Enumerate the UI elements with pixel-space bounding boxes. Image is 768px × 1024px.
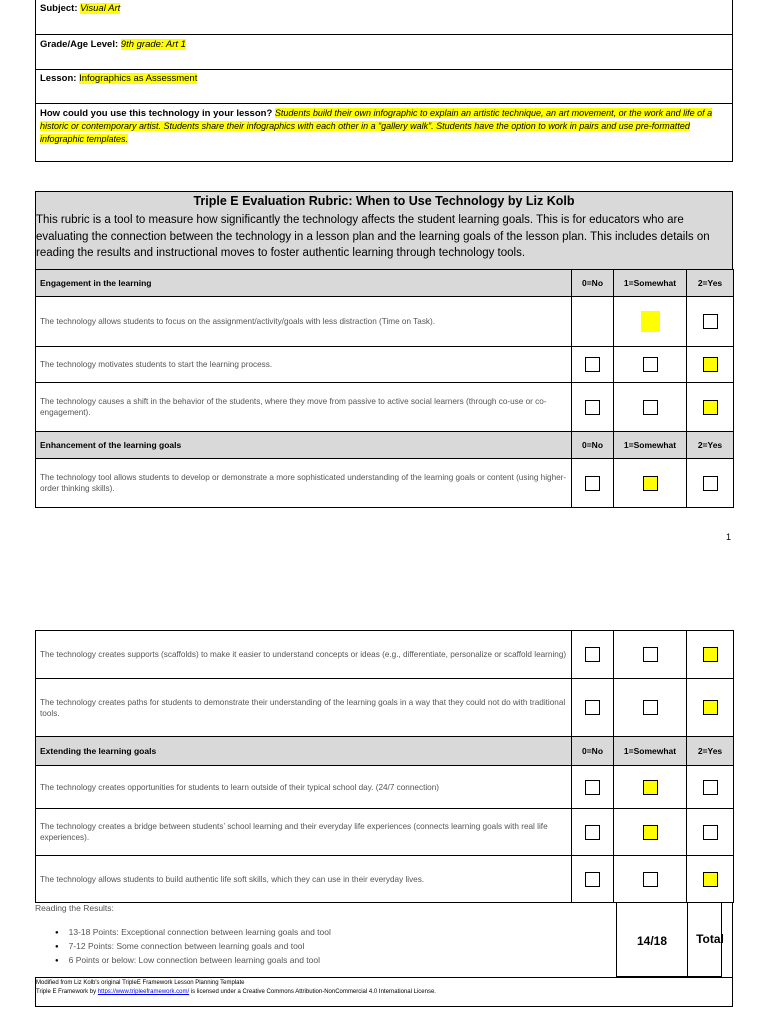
checkbox[interactable] xyxy=(585,476,600,491)
table-row xyxy=(36,383,734,432)
checkbox-selected[interactable] xyxy=(643,780,658,795)
how-row xyxy=(36,104,732,162)
extending-heading: Extending the learning goals xyxy=(36,737,572,766)
rubric-table-page1 xyxy=(35,269,734,508)
checkbox[interactable] xyxy=(585,700,600,715)
checkbox[interactable] xyxy=(703,476,718,491)
checkbox-selected[interactable] xyxy=(703,400,718,415)
checkbox[interactable] xyxy=(585,400,600,415)
col-no-label: 0=No xyxy=(572,432,614,459)
page-number: 1 xyxy=(726,532,732,542)
rubric-title-box xyxy=(35,191,733,269)
checkbox[interactable] xyxy=(643,700,658,715)
table-row xyxy=(36,459,734,508)
lesson-info-table xyxy=(35,0,733,162)
checkbox[interactable] xyxy=(585,825,600,840)
checkbox[interactable] xyxy=(585,647,600,662)
results-label: Reading the Results: xyxy=(35,903,114,913)
checkbox[interactable] xyxy=(703,314,718,329)
rubric-table-page2 xyxy=(35,630,734,903)
lesson-value: Infographics as Assessment xyxy=(79,73,198,84)
list-item: ● 7-12 Points: Some connection between learning goals and tool xyxy=(55,940,331,954)
yes-cell xyxy=(687,297,734,347)
checkbox-selected[interactable] xyxy=(703,647,718,662)
table-row xyxy=(36,631,734,679)
criterion-text: The technology creates a bridge between students’ school learning and their everyday life experiences (connects learning goals with real life experiences). xyxy=(36,809,572,856)
grade-row: Grade/Age Level: 9th grade: Art 1 xyxy=(36,35,732,70)
footer-line1: Modified from Liz Kolb's original TripleE Framework Lesson Planning Template xyxy=(36,980,245,986)
checkbox[interactable] xyxy=(643,400,658,415)
list-item: ● 6 Points or below: Low connection between learning goals and tool xyxy=(55,954,331,968)
table-row xyxy=(36,809,734,856)
somewhat-cell xyxy=(614,297,687,347)
no-cell xyxy=(572,297,614,347)
subject-label: Subject xyxy=(40,3,75,14)
grade-label: Grade/Age Level xyxy=(40,39,115,50)
table-row xyxy=(36,679,734,737)
col-somewhat-label: 1=Somewhat xyxy=(614,432,687,459)
col-somewhat-label: 1=Somewhat xyxy=(614,737,687,766)
col-yes-label: 2=Yes xyxy=(687,432,734,459)
footer-line2 xyxy=(36,988,732,997)
checkbox[interactable] xyxy=(703,780,718,795)
checkbox[interactable] xyxy=(643,647,658,662)
checkbox-selected[interactable] xyxy=(703,872,718,887)
extending-header-row xyxy=(36,737,734,766)
enhancement-header-row xyxy=(36,432,734,459)
table-row xyxy=(36,766,734,809)
col-no-label: 0=No xyxy=(572,737,614,766)
checkbox[interactable] xyxy=(643,357,658,372)
criterion-text: The technology creates supports (scaffolds) to make it easier to understand concepts or ideas (e.g., differentiate, personalize or scaffold learning) xyxy=(36,631,572,679)
criterion-text: The technology causes a shift in the behavior of the students, where they move from passive to active social learners (through co-use or co-engagement). xyxy=(36,383,572,432)
table-row xyxy=(36,347,734,383)
checkbox[interactable] xyxy=(585,872,600,887)
results-section xyxy=(35,902,733,977)
lesson-row xyxy=(36,70,732,104)
criterion-text: The technology allows students to build authentic life soft skills, which they can use in their everyday lives. xyxy=(36,856,572,903)
col-no-label: 0=No xyxy=(572,270,614,297)
col-yes-label: 2=Yes xyxy=(687,737,734,766)
checkbox-selected[interactable] xyxy=(643,825,658,840)
enhancement-heading: Enhancement of the learning goals xyxy=(36,432,572,459)
engagement-header-row xyxy=(36,270,734,297)
criterion-text: The technology creates paths for students to demonstrate their understanding of the learning goals in a way that they could not do with traditional tools. xyxy=(36,679,572,737)
footer-line2-post: is licensed under a Creative Commons Attribution-NonCommercial 4.0 International License. xyxy=(189,989,436,995)
criterion-text: The technology creates opportunities for students to learn outside of their typical school day. (24/7 connection) xyxy=(36,766,572,809)
rubric-description: This rubric is a tool to measure how significantly the technology affects the student learning goals. This is for educators who are evaluating the connection between the technology in a lesson plan and the learning goals of the lesson plan. This includes details on reading the results and instructional moves to foster authentic learning through technology tools. xyxy=(36,214,710,259)
checkbox-selected[interactable] xyxy=(703,357,718,372)
list-item: ● 13-18 Points: Exceptional connection between learning goals and tool xyxy=(55,926,331,940)
how-value: Students build their own infographic to explain an artistic technique, an art movement, or the work and life of a historic or contemporary artist. Students share their infographics with each other in a “gallery walk”. Students have the option to work in pairs and use pre-formatted infographic templates. xyxy=(40,108,713,144)
footer-line2-pre: Triple E Framework by xyxy=(36,989,98,995)
checkbox[interactable] xyxy=(643,872,658,887)
subject-row: Subject: Visual Art xyxy=(36,0,732,35)
col-yes-label: 2=Yes xyxy=(687,270,734,297)
score-box xyxy=(616,902,722,977)
score-value: 14/18 xyxy=(636,934,668,948)
rubric-title: Triple E Evaluation Rubric: When to Use Technology by Liz Kolb xyxy=(193,194,575,208)
grade-value: 9th grade: Art 1 xyxy=(120,39,186,50)
subject-value: Visual Art xyxy=(80,3,121,14)
footer-credits xyxy=(35,977,733,1007)
criterion-text: The technology allows students to focus on the assignment/activity/goals with less distraction (Time on Task). xyxy=(36,297,572,347)
how-label: How could you use this technology in your lesson? xyxy=(40,108,273,119)
triplee-link[interactable]: https://www.tripleeframework.com/ xyxy=(97,989,190,995)
total-label: Total xyxy=(687,902,733,977)
checkbox[interactable] xyxy=(585,357,600,372)
criterion-text: The technology tool allows students to develop or demonstrate a more sophisticated understanding of the learning goals or content (using higher-order thinking skills). xyxy=(36,459,572,508)
checkbox[interactable] xyxy=(585,780,600,795)
checkbox-selected[interactable] xyxy=(641,311,660,332)
table-row xyxy=(36,297,734,347)
results-list xyxy=(55,926,331,968)
checkbox[interactable] xyxy=(703,825,718,840)
engagement-heading: Engagement in the learning xyxy=(36,270,572,297)
table-row xyxy=(36,856,734,903)
checkbox-selected[interactable] xyxy=(703,700,718,715)
lesson-label: Lesson: xyxy=(40,73,77,84)
col-somewhat-label: 1=Somewhat xyxy=(614,270,687,297)
criterion-text: The technology motivates students to start the learning process. xyxy=(36,347,572,383)
checkbox-selected[interactable] xyxy=(643,476,658,491)
